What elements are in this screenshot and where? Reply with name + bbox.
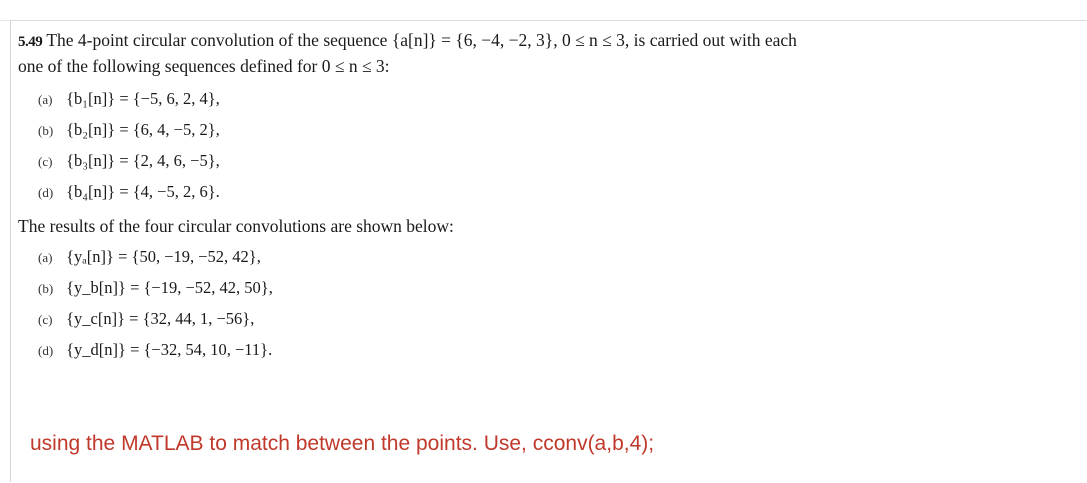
sequence-label: (c) bbox=[38, 154, 53, 169]
problem-number: 5.49 bbox=[18, 34, 43, 50]
sequence-text: {b₄[n]} = {4, −5, 2, 6}. bbox=[66, 182, 220, 201]
problem-statement-line-2: one of the following sequences defined for 0 ≤ n ≤ 3: bbox=[18, 56, 390, 76]
result-text: {y_b[n]} = {−19, −52, 42, 50}, bbox=[66, 278, 273, 297]
results-heading: The results of the four circular convolutions are shown below: bbox=[18, 216, 454, 236]
scanned-problem bbox=[18, 28, 998, 366]
sequence-label: (b) bbox=[38, 123, 54, 138]
result-label: (d) bbox=[38, 343, 54, 358]
sequence-item-a bbox=[38, 84, 998, 115]
result-text: {yₐ[n]} = {50, −19, −52, 42}, bbox=[66, 247, 261, 266]
sequence-list bbox=[18, 84, 998, 208]
instruction-text: using the MATLAB to match between the points. Use, cconv(a,b,4); bbox=[30, 432, 655, 455]
result-text: {y_c[n]} = {32, 44, 1, −56}, bbox=[66, 309, 255, 328]
sequence-item-d bbox=[38, 177, 998, 208]
sequence-label: (d) bbox=[38, 185, 54, 200]
sequence-text: {b₁[n]} = {−5, 6, 2, 4}, bbox=[66, 89, 220, 108]
sequence-text: {b₂[n]} = {6, 4, −5, 2}, bbox=[66, 120, 220, 139]
result-label: (c) bbox=[38, 312, 53, 327]
result-item-a bbox=[38, 242, 998, 273]
result-item-d bbox=[38, 335, 998, 366]
result-text: {y_d[n]} = {−32, 54, 10, −11}. bbox=[66, 340, 273, 359]
result-item-b bbox=[38, 273, 998, 304]
sequence-item-c bbox=[38, 146, 998, 177]
result-label: (a) bbox=[38, 250, 53, 265]
sequence-text: {b₃[n]} = {2, 4, 6, −5}, bbox=[66, 151, 220, 170]
problem-statement-line-1 bbox=[18, 28, 998, 54]
sequence-label: (a) bbox=[38, 92, 53, 107]
results-list bbox=[18, 242, 998, 366]
result-item-c bbox=[38, 304, 998, 335]
problem-text-line-1: The 4-point circular convolution of the sequence {a[n]} = {6, −4, −2, 3}, 0 ≤ n ≤ 3, is carried out with each bbox=[46, 30, 797, 50]
sequence-item-b bbox=[38, 115, 998, 146]
top-bar bbox=[0, 0, 1087, 21]
result-label: (b) bbox=[38, 281, 54, 296]
